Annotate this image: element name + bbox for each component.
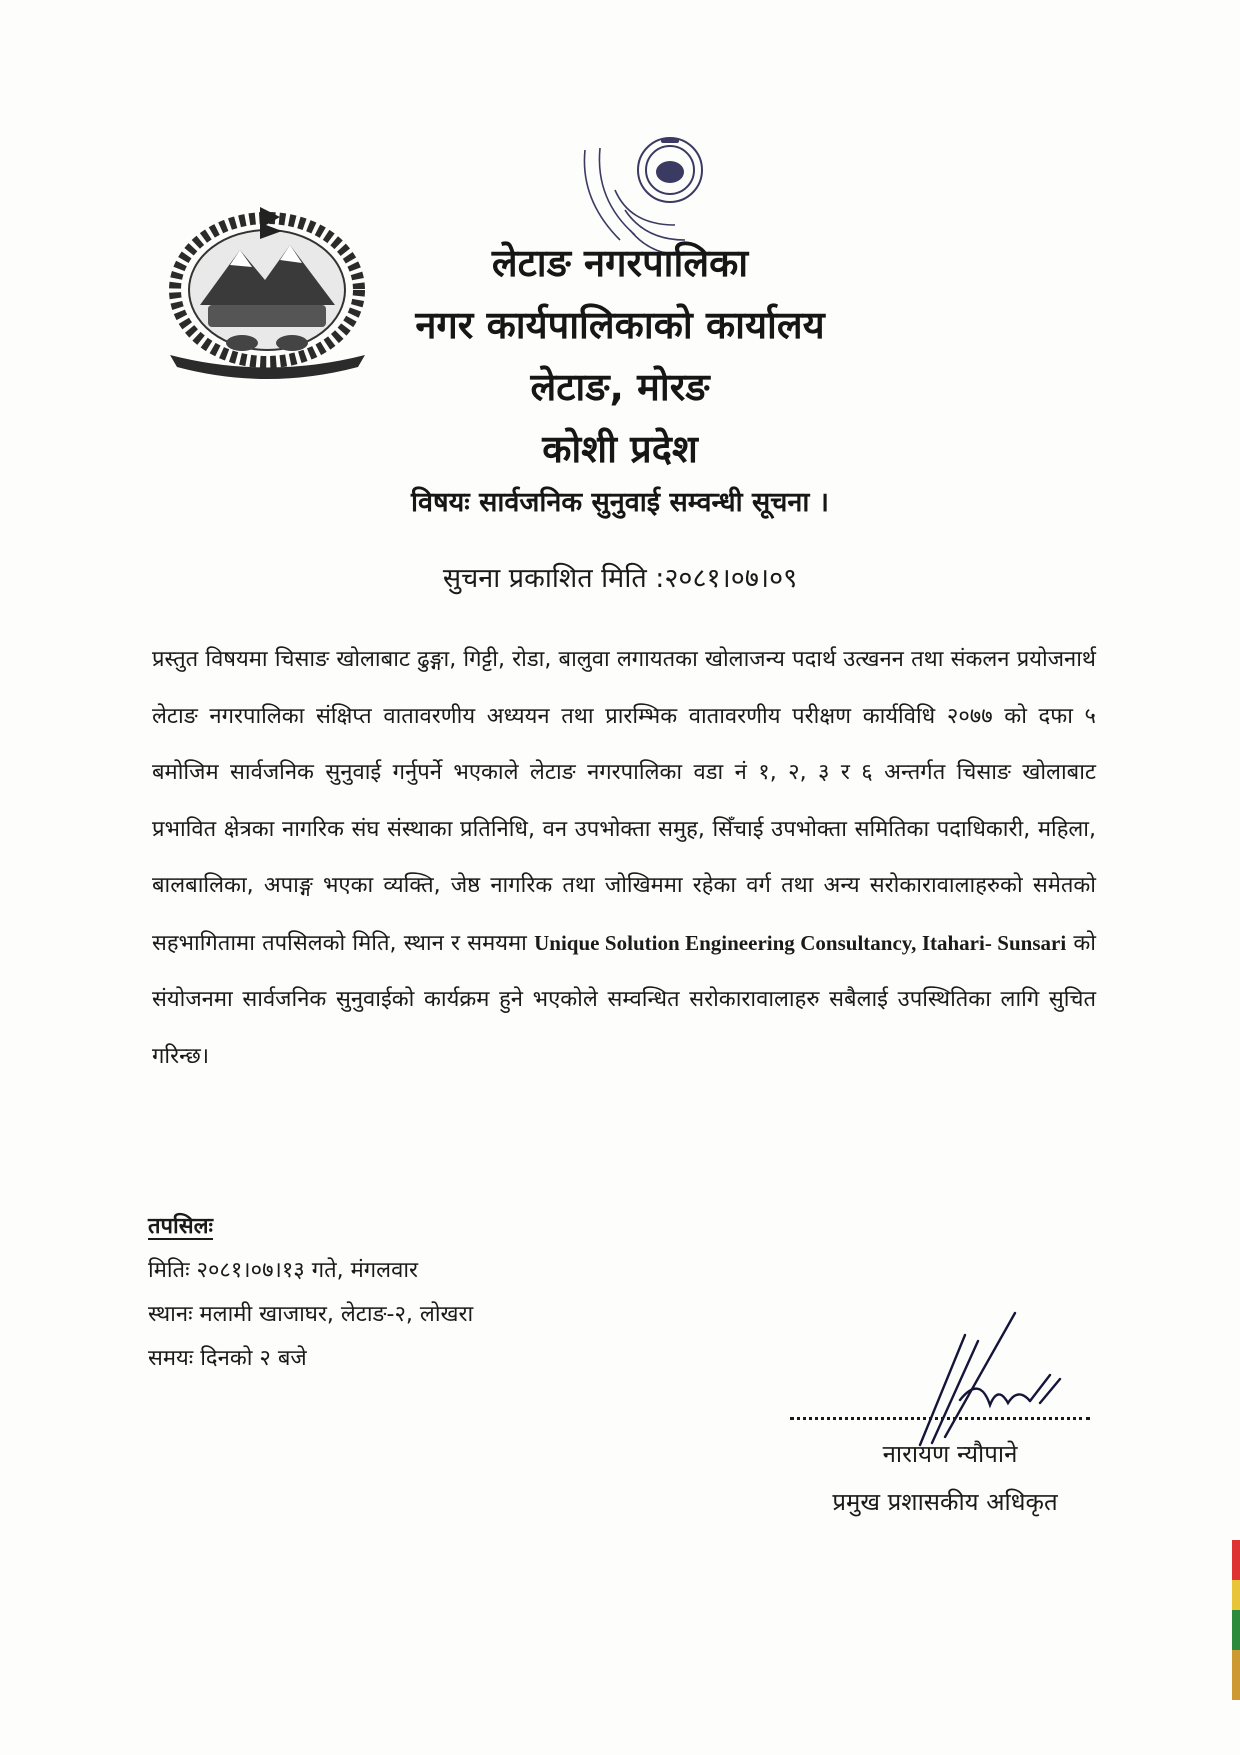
notice-body <box>152 632 1096 1085</box>
body-part-2: को संयोजनमा सार्वजनिक सुनुवाईको कार्यक्रम हुने भएकोले सम्वन्धित सरोकारावालाहरु सबैलाई उपस्थितिका लागि सुचित गरिन्छ। <box>152 930 1096 1069</box>
event-place: स्थानः मलामी खाजाघर, लेटाङ-२, लोखरा <box>148 1302 474 1327</box>
province-name: कोशी प्रदेश <box>542 427 698 471</box>
event-date: मितिः २०८१।०७।१३ गते, मंगलवार <box>148 1258 419 1283</box>
signature-line <box>790 1417 1090 1420</box>
handwritten-signature-icon <box>890 1305 1090 1455</box>
schedule-details <box>148 1205 848 1381</box>
signatory-name: नारायण न्यौपाने <box>882 1440 1018 1468</box>
event-time: समयः दिनको २ बजे <box>148 1346 307 1371</box>
office-location: लेटाङ, मोरङ <box>530 365 710 409</box>
signature-block <box>770 1375 1100 1545</box>
municipality-name: लेटाङ नगरपालिका <box>491 241 749 285</box>
letterhead <box>300 232 940 480</box>
publication-date: सुचना प्रकाशित मिति :२०८१।०७।०९ <box>442 563 798 594</box>
scan-edge-artifact <box>1232 1540 1240 1700</box>
office-name: नगर कार्यपालिकाको कार्यालय <box>415 303 825 347</box>
consultancy-name: Unique Solution Engineering Consultancy, Itahari- Sunsari <box>534 930 1067 955</box>
body-part-1: प्रस्तुत विषयमा चिसाङ खोलाबाट ढुङ्गा, गिट्टी, रोडा, बालुवा लगायतका खोलाजन्य पदार्थ उत्खनन तथा संकलन प्रयोजनार्थ लेटाङ नगरपालिका संक्षिप्त वातावरणीय अध्ययन तथा प्रारम्भिक वातावरणीय परीक्षण कार्यविधि २०७७ को दफा ५ बमोजिम सार्वजनिक सुनुवाई गर्नुपर्ने भएकाले लेटाङ नगरपालिका वडा नं १, २, ३ र ६ अन्तर्गत चिसाङ खोलाबाट प्रभावित क्षेत्रका नागरिक संघ संस्थाका प्रतिनिधि, वन उपभोक्ता समुह, सिँचाई उपभोक्ता समितिका पदाधिकारी, महिला, बालबालिका, अपाङ्ग भएका व्यक्ति, जेष्ठ नागरिक तथा जोखिममा रहेका वर्ग तथा अन्य सरोकारावालाहरुको समेतको सहभागितामा तपसिलको मिति, स्थान र समयमा <box>152 647 1096 956</box>
details-heading: तपसिलः <box>148 1214 213 1239</box>
signatory-title: प्रमुख प्रशासकीय अधिकृत <box>832 1488 1058 1516</box>
notice-subject: विषयः सार्वजनिक सुनुवाई सम्वन्धी सूचना । <box>411 487 829 518</box>
